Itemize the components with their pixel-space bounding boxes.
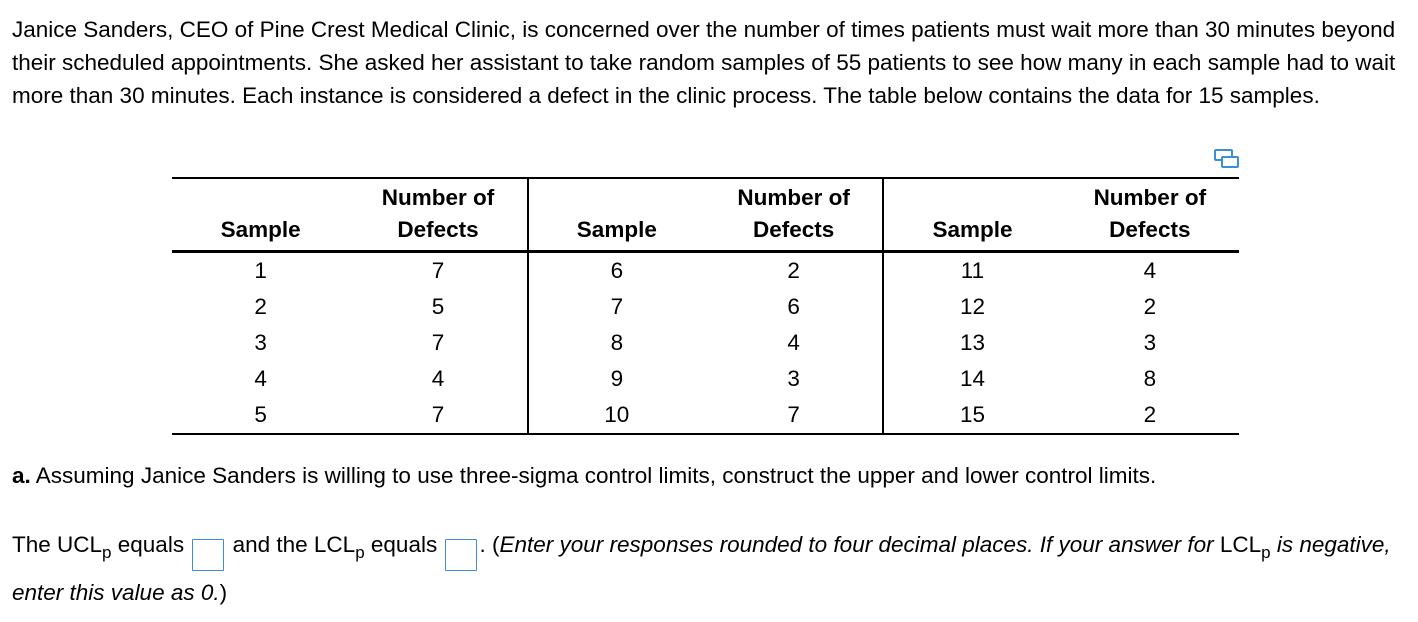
sample-cell: 9 xyxy=(610,366,624,391)
ucl-subscript: p xyxy=(102,543,112,562)
defects-cell: 2 xyxy=(1143,294,1157,319)
defects-cell: 8 xyxy=(1143,366,1157,391)
table-header-row xyxy=(172,178,1239,252)
defects-cell: 7 xyxy=(349,325,527,361)
ucl-answer-input[interactable] xyxy=(192,539,224,571)
table-row xyxy=(172,325,1239,361)
note-lcl-text: LCL xyxy=(1219,532,1262,557)
table-row xyxy=(172,397,1239,434)
defects-header-line2: Defects xyxy=(753,217,835,242)
defects-header-line1: Number of xyxy=(381,185,495,210)
sample-cell: 5 xyxy=(172,397,349,434)
defects-column-header xyxy=(1061,178,1239,252)
defects-cell: 3 xyxy=(705,361,883,397)
sample-column-header: Sample xyxy=(172,178,349,252)
sample-cell: 1 xyxy=(254,258,267,283)
table-row xyxy=(172,361,1239,397)
answer-text-equals: equals xyxy=(364,532,444,557)
copy-table-icon[interactable] xyxy=(1213,148,1240,170)
defects-cell: 7 xyxy=(349,397,527,434)
question-text: Assuming Janice Sanders is willing to use three-sigma control limits, construct the upper and lower control limits. xyxy=(30,463,1157,488)
defects-column-header xyxy=(705,178,883,252)
defects-cell: 2 xyxy=(1061,397,1239,434)
note-lcl-subscript: p xyxy=(1261,543,1271,562)
note-lcl-label xyxy=(1219,532,1271,562)
defects-cell: 6 xyxy=(705,289,883,325)
sample-cell: 12 xyxy=(959,294,985,319)
defects-cell: 3 xyxy=(1143,330,1157,355)
answer-note-open: ( xyxy=(485,532,500,557)
note-tail: is negative, enter this value as 0. xyxy=(12,532,1391,605)
sample-cell: 3 xyxy=(254,330,267,355)
sample-cell: 14 xyxy=(959,366,985,391)
sample-cell: 10 xyxy=(528,397,705,434)
answer-text-the: The xyxy=(12,532,58,557)
sample-cell: 15 xyxy=(883,397,1060,434)
answer-note-close: ) xyxy=(219,579,228,605)
lcl-subscript: p xyxy=(355,543,365,562)
problem-text: Janice Sanders, CEO of Pine Crest Medical Clinic, is concerned over the number of times patients must wait more than 30 minutes beyond their scheduled appointments. She asked her assistant to take random samples of 55 patients to see how many in each sample had to wait more than 30 minutes. Each instance is considered a defect in the clinic process. The table below contains the data for 15 samples. xyxy=(12,17,1396,108)
sample-cell: 8 xyxy=(610,330,624,355)
table-row xyxy=(172,252,1239,290)
sample-column-header: Sample xyxy=(528,178,705,252)
sample-cell: 6 xyxy=(610,258,624,283)
answer-text-period: . xyxy=(479,532,486,557)
sample-cell: 11 xyxy=(960,258,985,283)
lcl-label: LCL xyxy=(313,532,356,557)
answer-text-and-the: and the xyxy=(226,532,314,557)
defects-cell: 4 xyxy=(1143,258,1157,283)
defects-cell: 7 xyxy=(349,252,527,290)
ucl-label: UCL xyxy=(57,532,103,557)
sample-cell: 2 xyxy=(254,294,267,319)
table-row xyxy=(172,289,1239,325)
defects-cell: 4 xyxy=(349,361,527,397)
defects-header-line2: Defects xyxy=(397,217,479,242)
defects-header-line1: Number of xyxy=(737,185,850,210)
defects-column-header xyxy=(349,178,527,252)
defects-cell: 5 xyxy=(349,289,527,325)
note-text: Enter your responses rounded to four decimal places. If your answer for xyxy=(499,532,1220,557)
lcl-answer-input[interactable] xyxy=(445,539,477,571)
answer-sentence xyxy=(12,523,1412,614)
question-part-a xyxy=(12,459,1156,492)
defects-cell: 4 xyxy=(705,325,883,361)
sample-cell: 13 xyxy=(959,330,985,355)
defects-header-line2: Defects xyxy=(1109,217,1191,242)
defects-cell: 7 xyxy=(705,397,883,434)
defects-header-line1: Number of xyxy=(1093,185,1207,210)
part-label: a. xyxy=(12,463,31,488)
defects-data-table xyxy=(172,177,1239,435)
defects-cell: 2 xyxy=(705,252,883,290)
answer-text-equals: equals xyxy=(111,532,191,557)
sample-cell: 7 xyxy=(610,294,624,319)
sample-cell: 4 xyxy=(254,366,267,391)
sample-column-header: Sample xyxy=(883,178,1060,252)
